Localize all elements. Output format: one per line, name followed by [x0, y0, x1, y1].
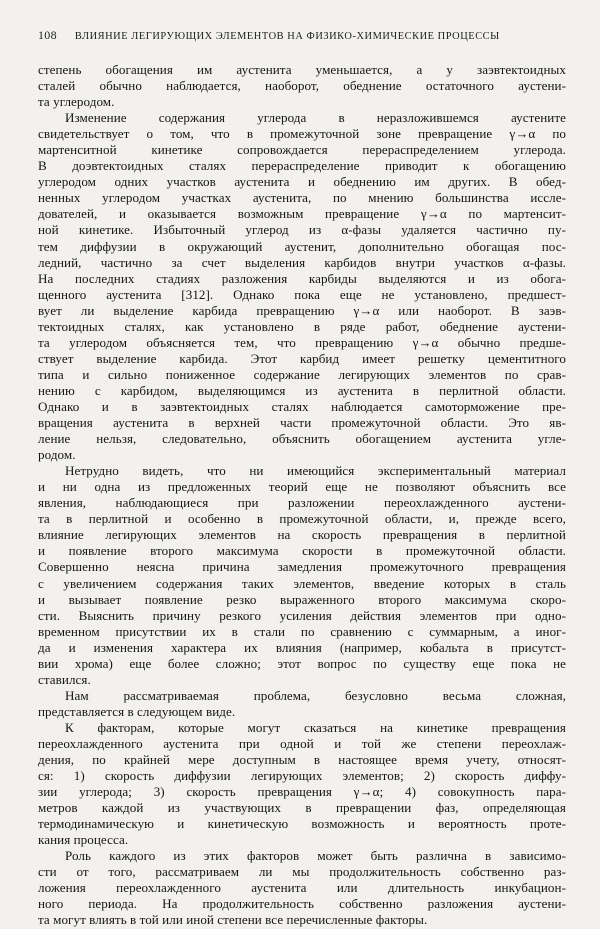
- text-line: На последних стадиях разложения карбиды выделяются и из обога-: [38, 270, 566, 286]
- text-line: кания процесса.: [38, 832, 129, 848]
- text-line: Совершенно неясна причина замедления промежуточного превращения: [38, 559, 566, 575]
- text-line: та углеродом объясняется тем, что превращению γ→α обычно предше-: [38, 334, 566, 350]
- paragraph: [38, 110, 566, 463]
- text-line: вращения аустенита в верхней части промежуточной области. Это яв-: [38, 415, 566, 431]
- text-line: ного периода. На продолжительность собственно разложения аустени-: [38, 896, 566, 912]
- text-line: ствует выделение карбида. Этот карбид имеет решетку цементитного: [38, 350, 566, 366]
- text-line: тем диффузии в окружающий аустенит, дополнительно обогащая пос-: [38, 238, 566, 254]
- text-line: ся: 1) скорость диффузии легирующих элементов; 2) скорость диффу-: [38, 768, 566, 784]
- text-line: углеродом одних участков аустенита и обеднению им других. В обед-: [38, 174, 566, 190]
- paragraph: [38, 720, 566, 848]
- text-line: представляется в следующем виде.: [38, 703, 236, 719]
- text-line: сти. Выяснить причину резкого усиления действия элементов при одно-: [38, 607, 566, 623]
- page-number: 108: [38, 28, 57, 42]
- paragraph: [38, 62, 566, 110]
- text-line: нению с карбидом, выделяющимся из аустенита в перлитной области.: [38, 382, 566, 398]
- text-line: дователей, и оказывается возможным превращение γ→α по мартенсит-: [38, 206, 566, 222]
- text-line: вует ли выделение карбида превращению γ→α или наоборот. В заэв-: [38, 302, 566, 318]
- text-line: ной кинетике. Избыточный углерод из α-фазы удаляется частично пу-: [38, 222, 566, 238]
- running-title: ВЛИЯНИЕ ЛЕГИРУЮЩИХ ЭЛЕМЕНТОВ НА ФИЗИКО-ХИМИЧЕСКИЕ ПРОЦЕССЫ: [74, 31, 500, 42]
- text-line: с увеличением содержания таких элементов, введение которых в сталь: [38, 575, 566, 591]
- text-line: Однако и в заэвтектоидных сталях наблюдается самоторможение пре-: [38, 398, 566, 414]
- text-line: ненных углеродом участках аустенита, по мнению большинства иссле-: [38, 190, 566, 206]
- text-line: дения, по крайней мере доступным в настоящее время учету, относят-: [38, 752, 566, 768]
- text-line: временном присутствии их в стали по сравнению с суммарным, а иног-: [38, 623, 566, 639]
- text-line: ледний, частично за счет выделения карбидов внутри участков α-фазы.: [38, 254, 566, 270]
- text-line: степень обогащения им аустенита уменьшается, а у заэвтектоидных: [38, 62, 566, 77]
- running-head: [38, 28, 566, 43]
- text-line: сти от того, рассматриваем ли мы продолжительность собственно раз-: [38, 864, 566, 880]
- text-line: переохлажденного аустенита при одной и той же степени переохлаж-: [38, 735, 566, 751]
- text-line: В доэвтектоидных сталях перераспределение приводит к обогащению: [38, 158, 566, 174]
- text-line: явления, наблюдающиеся при разложении переохлажденного аустени-: [38, 495, 566, 511]
- body-text-block: [38, 62, 566, 929]
- text-line: влияние легирующих элементов на скорость превращения в перлитной: [38, 527, 566, 543]
- text-line: термодинамическую и кинетическую возможность и вероятность проте-: [38, 816, 566, 832]
- text-line: ление нельзя, следовательно, объяснить обогащением аустенита угле-: [38, 431, 566, 447]
- paragraph: [38, 463, 566, 688]
- text-line: та могут влиять в той или иной степени все перечисленные факторы.: [38, 912, 428, 928]
- text-line: и появление второго максимума скорости в промежуточной области.: [38, 543, 566, 559]
- paragraph: [38, 688, 566, 720]
- text-line: метров каждой из участвующих в превращении фаз, определяющая: [38, 800, 566, 816]
- text-line: К факторам, которые могут сказаться на кинетике превращения: [65, 719, 566, 735]
- paragraph: [38, 848, 566, 928]
- text-line: вии хрома) еще более сложно; этот вопрос по существу еще пока не: [38, 655, 566, 671]
- text-line: щенного аустенита [312]. Однако пока еще не установлено, предшест-: [38, 286, 566, 302]
- text-line: свидетельствует о том, что в промежуточной зоне превращение γ→α по: [38, 126, 566, 142]
- text-line: Нам рассматриваемая проблема, безусловно весьма сложная,: [65, 687, 566, 703]
- text-line: тектоидных сталях, как установлено в ряде работ, обеднение аустени-: [38, 318, 566, 334]
- text-line: та углеродом.: [38, 94, 115, 110]
- text-line: ложения переохлажденного аустенита или длительность инкубацион-: [38, 880, 566, 896]
- text-line: Роль каждого из этих факторов может быть различна в зависимо-: [65, 848, 566, 864]
- text-line: Изменение содержания углерода в неразложившемся аустените: [65, 110, 566, 126]
- text-line: та в перлитной и особенно в промежуточной области, и, прежде всего,: [38, 511, 566, 527]
- text-line: зии углерода; 3) скорость превращения γ→α; 4) совокупность пара-: [38, 784, 566, 800]
- text-line: мартенситной кинетике сопровождается перераспределением углерода.: [38, 142, 566, 158]
- text-line: родом.: [38, 447, 76, 463]
- text-line: ставился.: [38, 671, 91, 687]
- text-line: типа и сильно пониженное содержание легирующих элементов по срав-: [38, 366, 566, 382]
- text-line: Нетрудно видеть, что ни имеющийся экспериментальный материал: [65, 463, 566, 479]
- text-line: и вызывает появление резко выраженного второго максимума скоро-: [38, 591, 566, 607]
- text-line: да и изменения характера их влияния (например, кобальта в присутст-: [38, 639, 566, 655]
- text-line: и ни одна из предложенных теорий еще не позволяют объяснить все: [38, 479, 566, 495]
- text-line: сталей обычно наблюдается, наоборот, обеднение остаточного аустени-: [38, 78, 566, 94]
